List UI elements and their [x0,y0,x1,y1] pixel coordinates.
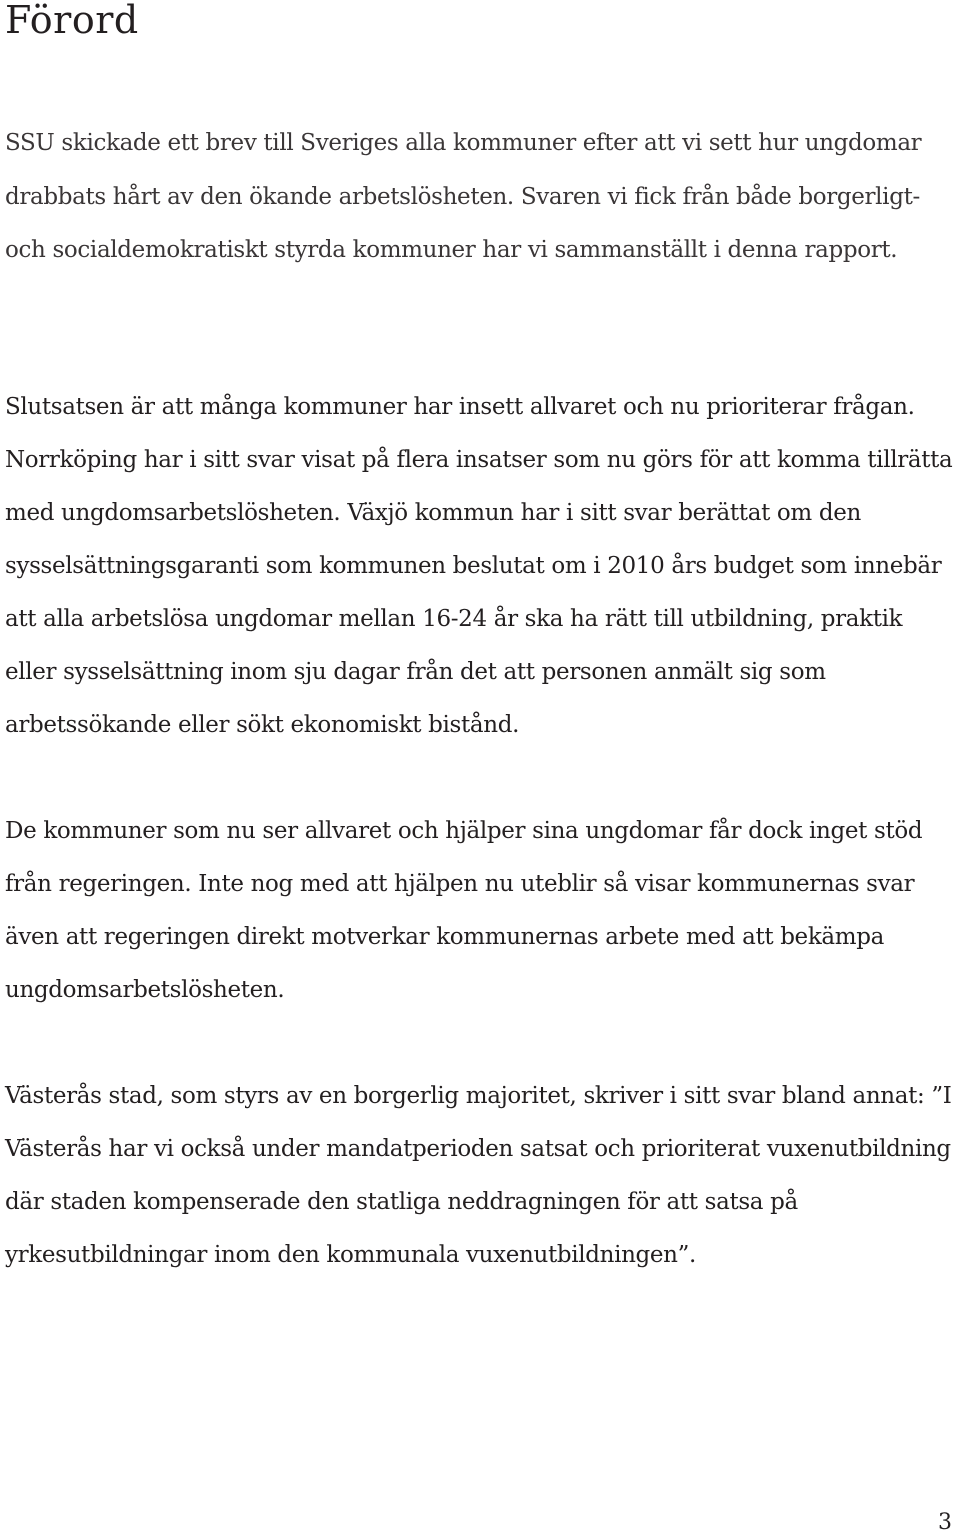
paragraph-intro: SSU skickade ett brev till Sveriges alla kommuner efter att vi sett hur ungdomar drabbats hårt av den ökande arbetslösheten. Svaren vi fick från både borgerligt- och socialdemokratiskt styrda kommuner har vi sammanställt i denna rapport. [5,130,922,263]
page-title: Förord [5,0,139,42]
page-number: 3 [938,1510,952,1535]
paragraph-government: De kommuner som nu ser allvaret och hjälper sina ungdomar får dock inget stöd från regeringen. Inte nog med att hjälpen nu uteblir så visar kommunernas svar även att regeringen direkt motverkar kommunernas arbete med att bekämpa ungdomsarbetslösheten. [5,818,923,1003]
paragraph-conclusion: Slutsatsen är att många kommuner har insett allvaret och nu prioriterar frågan. Norrköping har i sitt svar visat på flera insatser som nu görs för att komma tillrätta med ungdomsarbetslösheten. Växjö kommun har i sitt svar berättat om den sysselsättningsgaranti som kommunen beslutat om i 2010 års budget som innebär att alla arbetslösa ungdomar mellan 16-24 år ska ha rätt till utbildning, praktik eller sysselsättning inom sju dagar från det att personen anmält sig som arbetssökande eller sökt ekonomiskt bistånd. [5,394,953,738]
paragraph-vasteras-quote: Västerås stad, som styrs av en borgerlig majoritet, skriver i sitt svar bland annat: ”I Västerås har vi också under mandatperioden satsat och prioriterat vuxenutbildning där staden kompenserade den statliga neddragningen för att satsa på yrkesutbildningar inom den kommunala vuxenutbildningen”. [5,1083,952,1268]
